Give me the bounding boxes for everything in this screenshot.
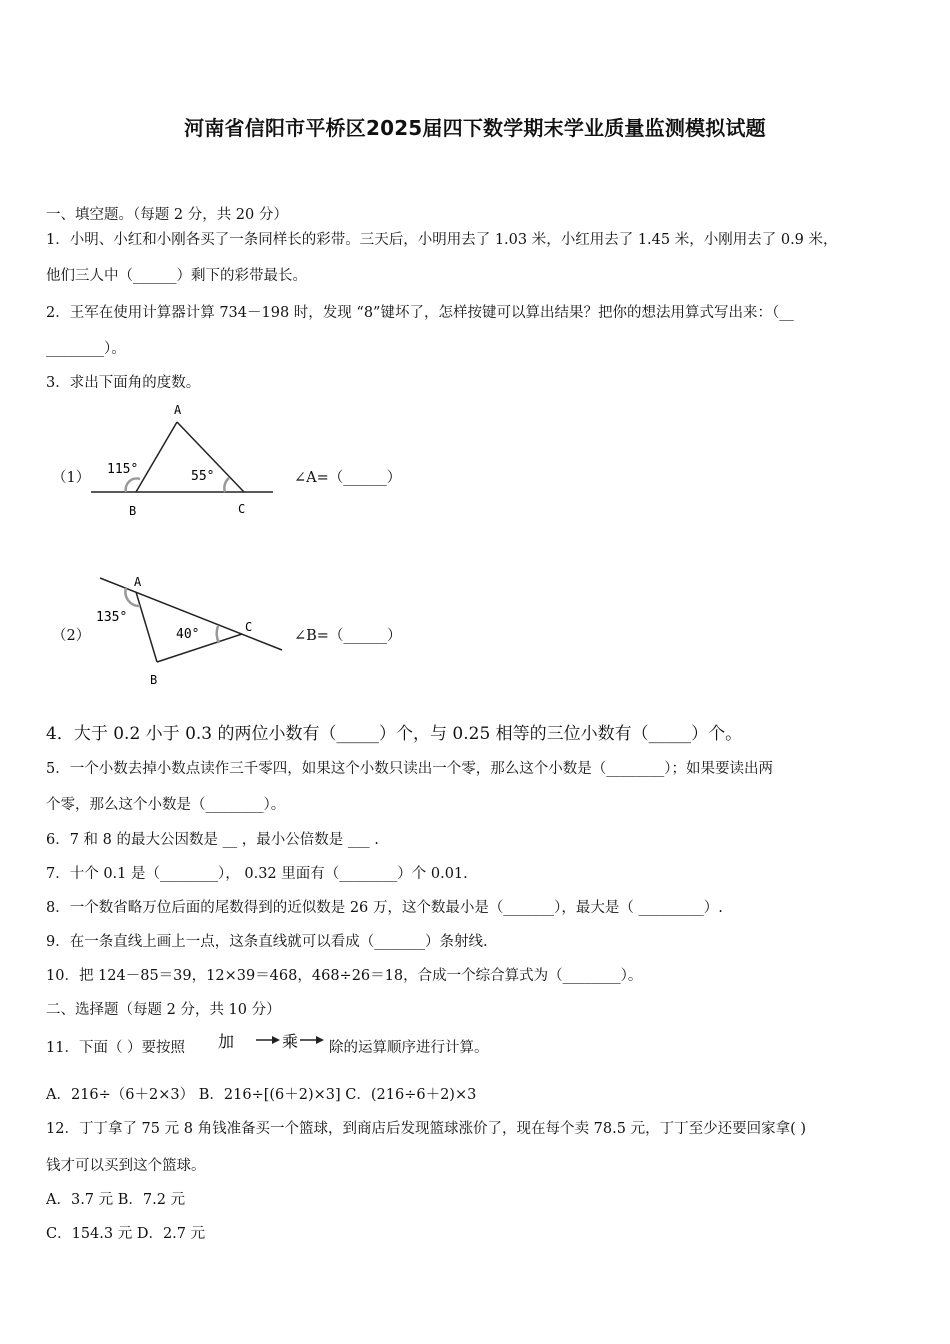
fig1-angle-inner: 55° (191, 469, 215, 484)
q5-line2: 个零，那么这个小数是（________）。 (46, 797, 286, 813)
arrow-right-icon (316, 1036, 324, 1044)
q4: 4．大于 0.2 小于 0.3 的两位小数有（_____）个，与 0.25 相等的三位小数有（_____）个。 (46, 724, 743, 744)
fig1-angle-outer: 115° (107, 462, 139, 477)
q5-line1: 5．一个小数去掉小数点读作三千零四，如果这个小数只读出一个零，那么这个小数是（________）；如果要读出两 (46, 761, 773, 777)
fig2-triangle (90, 570, 290, 695)
q9: 9．在一条直线上画上一点，这条直线就可以看成（_______）条射线. (46, 934, 488, 950)
q2-line2: ________）。 (46, 341, 126, 357)
q12-line1: 12．丁丁拿了 75 元 8 角钱准备买一个篮球，到商店后发现篮球涨价了，现在每个卖 78.5 元，丁丁至少还要回家拿( ) (46, 1121, 806, 1137)
q12-options-cd: C．154.3 元 D．2.7 元 (46, 1226, 206, 1242)
fig2-answer: ∠B=（______） (294, 628, 402, 644)
operation-order-diagram (216, 1028, 328, 1056)
q2-line1: 2．王军在使用计算器计算 734－198 时，发现 “8”键坏了，怎样按键可以算出结果？把你的想法用算式写出来：（__ (46, 305, 794, 321)
q1-line2: 他们三人中（______）剩下的彩带最长。 (46, 268, 307, 284)
fig1-triangle (85, 395, 280, 525)
page-title: 河南省信阳市平桥区2025届四下数学期末学业质量监测模拟试题 (184, 116, 766, 140)
section-choice: 二、选择题（每题 2 分，共 10 分） (46, 1002, 281, 1018)
arrow-right-icon (272, 1036, 280, 1044)
q11-options: A．216÷（6＋2×3） B．216÷[(6＋2)×3] C．(216÷6＋2)×3 (46, 1087, 477, 1103)
q12-options-ab: A．3.7 元 B．7.2 元 (46, 1192, 186, 1208)
fig2-vertex-c: C (245, 620, 253, 634)
q7: 7．十个 0.1 是（________）， 0.32 里面有（________）个 0.01. (46, 866, 468, 882)
fig1-vertex-a: A (174, 403, 182, 417)
q12-line2: 钱才可以买到这个篮球。 (46, 1158, 206, 1174)
fig1-label: （1） (52, 470, 91, 486)
section-fill-blank: 一、填空题。（每题 2 分，共 20 分） (46, 207, 288, 223)
fig2-vertex-b: B (150, 673, 158, 687)
multiply-word: 乘 (282, 1032, 299, 1051)
fig2-angle-inner: 40° (176, 627, 200, 642)
fig2-angle-outer: 135° (96, 610, 128, 625)
fig2-vertex-a: A (134, 575, 142, 589)
fig1-vertex-c: C (238, 502, 246, 516)
q3: 3．求出下面角的度数。 (46, 375, 201, 391)
fig1-vertex-b: B (129, 504, 137, 518)
fig2-label: （2） (52, 628, 91, 644)
fig1-answer: ∠A=（______） (294, 470, 402, 486)
q6: 6．7 和 8 的最大公因数是 __ ，最小公倍数是 ___ . (46, 832, 379, 848)
q1-line1: 1．小明、小红和小刚各买了一条同样长的彩带。三天后，小明用去了 1.03 米，小红用去了 1.45 米，小刚用去了 0.9 米， (46, 232, 838, 248)
q11-suffix: 除的运算顺序进行计算。 (329, 1040, 489, 1056)
q8: 8．一个数省略万位后面的尾数得到的近似数是 26 万，这个数最小是（_______），最大是（ _________）. (46, 900, 723, 916)
add-word: 加 (218, 1032, 235, 1051)
q11-prefix: 11．下面（ ）要按照 (46, 1040, 186, 1056)
q10: 10．把 124－85＝39，12×39＝468，468÷26＝18，合成一个综合算式为（________）。 (46, 968, 643, 984)
